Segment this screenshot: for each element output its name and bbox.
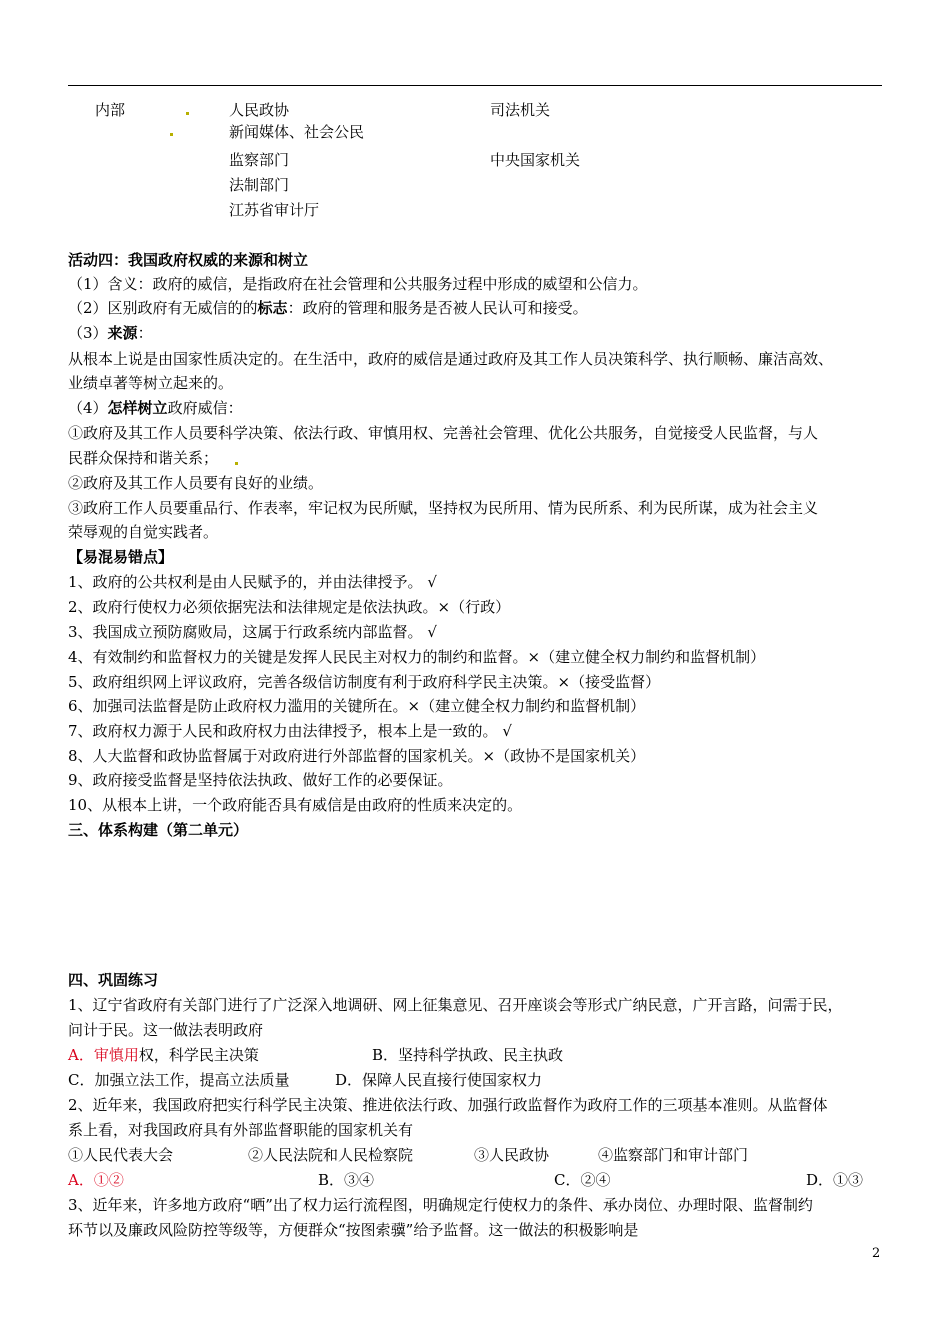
supervisor-item: 新闻媒体、社会公民 [229,123,365,141]
section4-title: 四、巩固练习 [68,971,159,989]
supervisor-item: 法制部门 [229,176,290,194]
source-heading: （3）来源： [68,324,153,342]
error-item: 1、政府的公共权利是由人民赋予的，并由法律授予。 √ [68,573,437,591]
header-rule [68,85,882,86]
error-item: 5、政府组织网上评议政府，完善各级信访制度有利于政府科学民主决策。×（接受监督） [68,673,661,691]
page-number: 2 [872,1246,881,1261]
q2-choice: ②人民法院和人民检察院 [248,1146,414,1164]
q2-option-a: A．①② [68,1171,124,1189]
establish-heading: （4）怎样树立政府威信： [68,399,243,417]
q2-option-b: B．③④ [318,1171,375,1189]
q3-stem: 环节以及廉政风险防控等级等，方便群众“按图索骥”给予监督。这一做法的积极影响是 [68,1221,639,1239]
activity4-title: 活动四：我国政府权威的来源和树立 [68,251,309,269]
supervisor-item: 司法机关 [490,101,551,119]
error-item: 2、政府行使权力必须依据宪法和法律规定是依法执政。×（行政） [68,598,511,616]
source-text: 业绩卓著等树立起来的。 [68,374,234,392]
q3-stem: 3、近年来，许多地方政府“晒”出了权力运行流程图，明确规定行使权力的条件、承办岗位、办理时限、监督制约 [68,1196,813,1214]
mark-dot [235,462,238,465]
q2-choice: ①人民代表大会 [68,1146,174,1164]
error-item: 10、从根本上讲，一个政府能否具有威信是由政府的性质来决定的。 [68,796,523,814]
q1-option-a: A．审慎用权，科学民主决策 [68,1046,259,1064]
establish-item: 荣辱观的自觉实践者。 [68,523,219,541]
definition-line: （1）含义：政府的威信，是指政府在社会管理和公共服务过程中形成的威望和公信力。 [68,275,648,293]
error-item: 6、加强司法监督是防止政府权力滥用的关键所在。×（建立健全权力制约和监督机制） [68,697,646,715]
establish-item: ②政府及其工作人员要有良好的业绩。 [68,474,324,492]
mark-dot [170,133,173,136]
supervisor-item: 人民政协 [229,101,290,119]
q1-option-d: D．保障人民直接行使国家权力 [335,1071,543,1089]
establish-item: ③政府工作人员要重品行、作表率，牢记权为民所赋，坚持权为民所用、情为民所系、利为民所谋，成为社会主义 [68,499,819,517]
supervisor-item: 江苏省审计厅 [229,201,320,219]
q1-option-b: B．坚持科学执政、民主执政 [372,1046,564,1064]
error-item: 8、人大监督和政协监督属于对政府进行外部监督的国家机关。×（政协不是国家机关） [68,747,646,765]
internal-label: 内部 [95,101,126,119]
q2-option-d: D．①③ [806,1171,864,1189]
q2-option-c: C．②④ [554,1171,611,1189]
mark-dot [186,112,189,115]
source-text: 从根本上说是由国家性质决定的。在生活中，政府的威信是通过政府及其工作人员决策科学、执行顺畅、廉洁高效、 [68,350,834,368]
supervisor-item: 中央国家机关 [490,151,581,169]
establish-item: 民群众保持和谐关系； [68,449,219,467]
q2-stem: 2、近年来，我国政府把实行科学民主决策、推进依法行政、加强行政监督作为政府工作的三项基本准则。从监督体 [68,1096,828,1114]
q2-choice: ④监察部门和审计部门 [598,1146,749,1164]
q1-stem: 问计于民。这一做法表明政府 [68,1021,264,1039]
error-item: 7、政府权力源于人民和政府权力由法律授予，根本上是一致的。 √ [68,722,512,740]
q1-stem: 1、辽宁省政府有关部门进行了广泛深入地调研、网上征集意见、召开座谈会等形式广纳民意，广开言路，问需于民， [68,996,843,1014]
error-item: 3、我国成立预防腐败局，这属于行政系统内部监督。 √ [68,623,437,641]
error-item: 4、有效制约和监督权力的关键是发挥人民民主对权力的制约和监督。×（建立健全权力制约和监督机制） [68,648,766,666]
establish-item: ①政府及其工作人员要科学决策、依法行政、审慎用权、完善社会管理、优化公共服务，自觉接受人民监督，与人 [68,424,819,442]
q1-option-c: C．加强立法工作，提高立法质量 [68,1071,290,1089]
sign-line: （2）区别政府有无威信的的标志：政府的管理和服务是否被人民认可和接受。 [68,299,588,317]
errors-title: 【易混易错点】 [68,548,174,566]
supervisor-item: 监察部门 [229,151,290,169]
q2-stem: 系上看，对我国政府具有外部监督职能的国家机关有 [68,1121,414,1139]
q2-choice: ③人民政协 [474,1146,550,1164]
error-item: 9、政府接受监督是坚持依法执政、做好工作的必要保证。 [68,771,453,789]
section3-title: 三、体系构建（第二单元） [68,821,249,839]
